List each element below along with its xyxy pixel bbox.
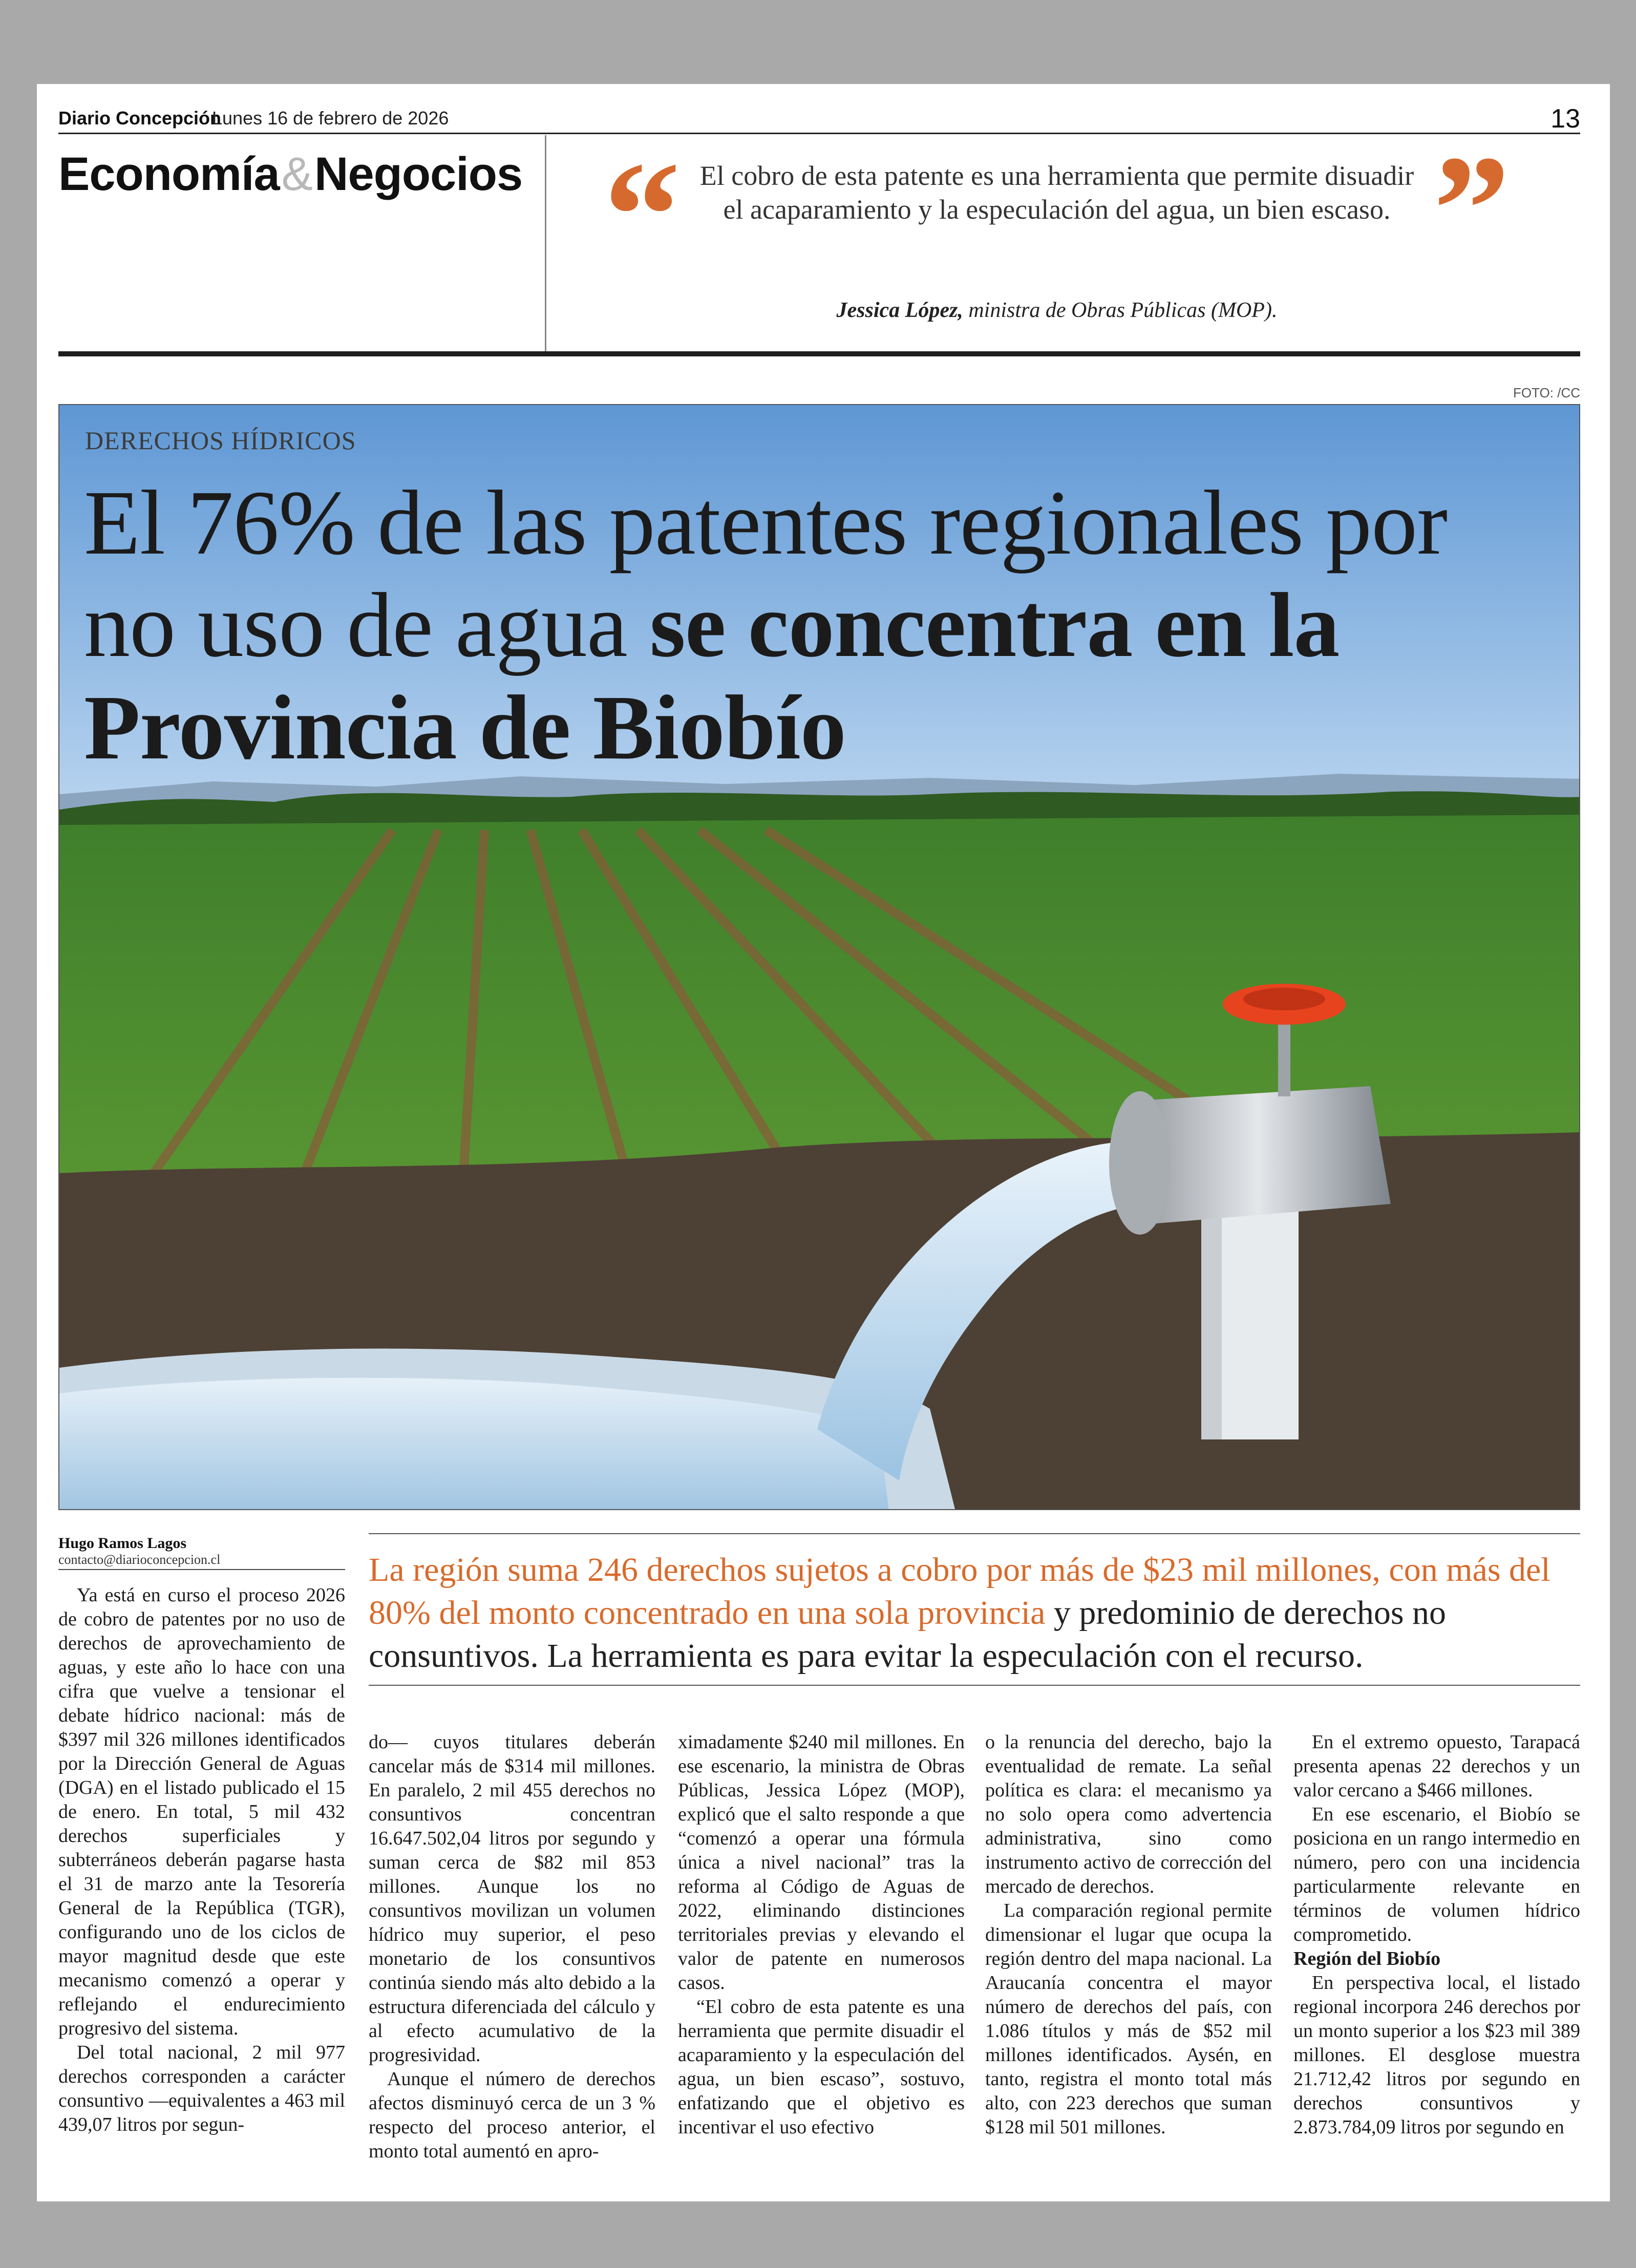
lead-rule-bottom [369, 1685, 1580, 1686]
section-ampersand: & [281, 148, 313, 200]
paragraph: Ya está en curso el proceso 2026 de cobro de patentes por no uso de derechos de aprovechamiento de aguas, y este año lo hace con una cifra que vuelve a tensionar el debate hídrico nacional: más de $397 mil 326 millones identificados por la Dirección General de Aguas (DGA) en el listado publicado el 15 de enero. En total, 5 mil 432 derechos superficiales y subterráneos deberán pagarse hasta el 31 de marzo ante la Tesorería General de la República (TGR), configurando uno de los ciclos de mayor magnitud desde que este mecanismo comenzó a operar y reflejando el endurecimiento progresivo del sistema. [58, 1584, 345, 2039]
paper-date: Lunes 16 de febrero de 2026 [212, 108, 449, 129]
paragraph: La comparación regional permite dimensionar el lugar que ocupa la región dentro del mapa nacional. La Araucanía concentra el mayor número de derechos del país, con 1.086 títulos y más de $52 mil millones identificados. Aysén, en tanto, registra el monto total más alto, con 223 derechos que suman $128 mil 501 millones. [985, 1900, 1272, 2138]
byline-email: contacto@diarioconcepcion.cl [58, 1552, 221, 1567]
lead-rule-top [369, 1533, 1580, 1534]
section-divider [545, 135, 546, 351]
section-name [58, 147, 522, 201]
paragraph: “El cobro de esta patente es una herramienta que permite disuadir el acaparamiento y la especulación del agua, un bien escaso”, sostuvo, enfatizando que el objetivo es incentivar el uso efectivo [678, 1996, 965, 2138]
page-number: 13 [1550, 104, 1580, 134]
article-column-1 [58, 1583, 345, 2137]
hero-photo [58, 404, 1580, 1510]
close-quote-icon: ” [1433, 124, 1510, 294]
paper-name: Diario Concepción [58, 108, 222, 129]
subheading: Región del Biobío [1293, 1948, 1441, 1969]
byline-name: Hugo Ramos Lagos [58, 1535, 187, 1552]
quote-author [693, 298, 1420, 323]
article-column-2 [369, 1730, 655, 2164]
article-kicker: DERECHOS HÍDRICOS [85, 426, 356, 455]
paragraph: do— cuyos titulares deberán cancelar más de $314 mil millones. En paralelo, 2 mil 455 derechos no consuntivos concentran 16.647.502,04 litros por segundo y suman cerca de $82 mil 853 millones. Aunque los no consuntivos movilizan un volumen hídrico muy superior, el peso monetario de los consuntivos continúa siendo más alto debido a la estructura diferenciada del cálculo y al efecto acumulativo de la progresividad. [369, 1731, 655, 2066]
article-column-3 [678, 1730, 965, 2139]
masthead [58, 103, 1580, 134]
paragraph: En ese escenario, el Biobío se posiciona en un rango intermedio en número, pero con una incidencia particularmente relevante en términos de volumen hídrico comprometido. [1293, 1804, 1580, 1945]
article-lead [369, 1549, 1580, 1678]
quote-author-name: Jessica López, [836, 299, 963, 322]
lead-rest: y predominio de derechos no consuntivos. La herramienta es para evitar la especulación con el recurso. [369, 1594, 1447, 1674]
newspaper-page [37, 84, 1610, 2201]
article-column-5 [1293, 1730, 1580, 2139]
pull-quote: El cobro de esta patente es una herramienta que permite disuadir el acaparamiento y la especulación del agua, un bien escaso. [699, 160, 1414, 225]
paragraph: ximadamente $240 mil millones. En ese escenario, la ministra de Obras Públicas, Jessica López (MOP), explicó que el salto responde a que “comenzó a operar una fórmula única a nivel nacional” tras la reforma al Código de Aguas de 2022, eliminando distinciones territoriales previas y elevando el valor de patente en numerosos casos. [678, 1731, 965, 1994]
headline-bold: se concentra en la Provincia de Biobío [84, 574, 1340, 778]
section-name-part1: Economía [58, 148, 280, 200]
paragraph: o la renuncia del derecho, bajo la eventualidad de remate. La señal política es clara: el mecanismo ya no solo opera como advertencia administrativa, sino como instrumento activo de corrección del mercado de derechos. [985, 1731, 1272, 1897]
photo-credit: FOTO: /CC [1513, 385, 1580, 400]
article-column-4 [985, 1730, 1272, 2139]
quote-author-role: ministra de Obras Públicas (MOP). [963, 299, 1278, 322]
section-name-part2: Negocios [314, 148, 523, 200]
paragraph: En el extremo opuesto, Tarapacá presenta apenas 22 derechos y un valor cercano a $466 millones. [1293, 1731, 1580, 1801]
section-header [58, 124, 1580, 356]
paragraph: En perspectiva local, el listado regional incorpora 246 derechos por un monto superior a los $23 mil 389 millones. El desglose muestra 21.712,42 litros por segundo en derechos consuntivos y 2.873.784,09 litros por segundo en [1293, 1972, 1580, 2138]
open-quote-icon: “ [604, 130, 681, 300]
article-headline [84, 472, 1548, 779]
paragraph: Aunque el número de derechos afectos disminuyó cerca de un 3 % respecto del proceso anterior, el monto total aumentó en apro- [369, 2068, 655, 2162]
paragraph: Del total nacional, 2 mil 977 derechos corresponden a carácter consuntivo —equivalentes a 463 mil 439,07 litros por segun- [58, 2042, 345, 2135]
byline-rule [58, 1569, 345, 1570]
lead-accent: La región suma 246 derechos sujetos a cobro por más de $23 mil millones, con más del 80% del monto concentrado en una sola provincia [369, 1551, 1550, 1631]
headline-regular: El 76% de las patentes regionales por no uso de agua [84, 472, 1448, 676]
